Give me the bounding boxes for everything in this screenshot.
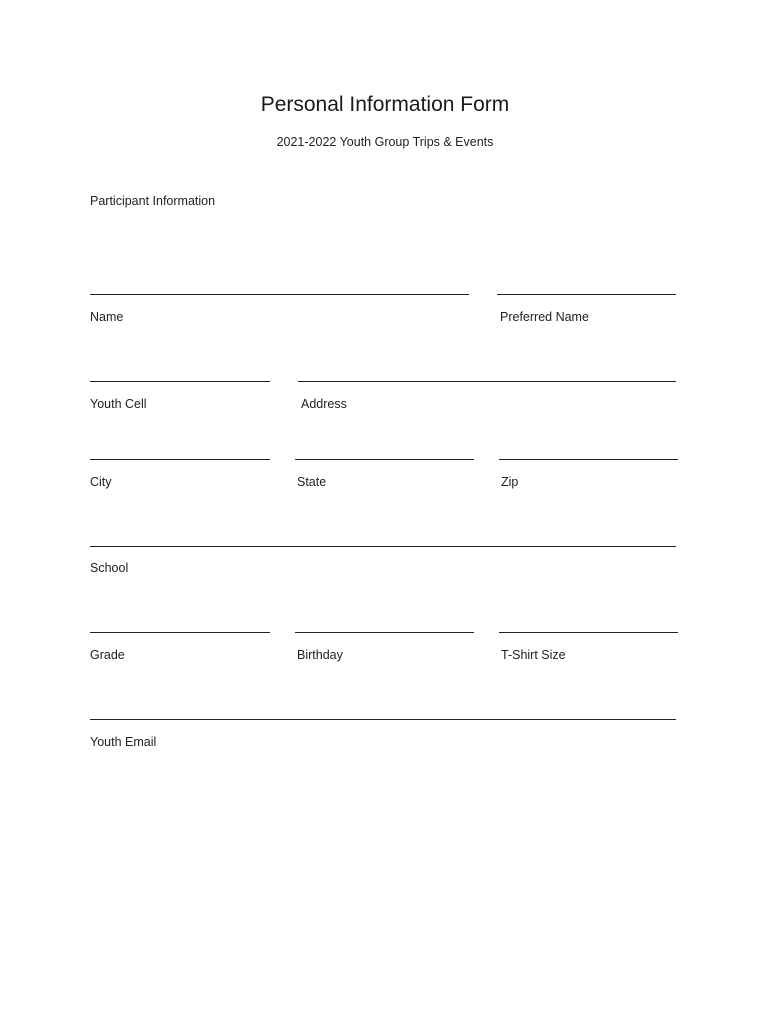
form-subtitle: 2021-2022 Youth Group Trips & Events — [276, 135, 494, 149]
form-title: Personal Information Form — [260, 93, 510, 116]
grade-label: Grade — [90, 648, 125, 662]
zip-line[interactable] — [499, 459, 678, 460]
youth-cell-label: Youth Cell — [90, 397, 147, 411]
school-line[interactable] — [90, 546, 676, 547]
youth-cell-line[interactable] — [90, 381, 270, 382]
city-line[interactable] — [90, 459, 270, 460]
youth-email-line[interactable] — [90, 719, 676, 720]
birthday-line[interactable] — [295, 632, 474, 633]
state-label: State — [297, 475, 327, 489]
birthday-label: Birthday — [297, 648, 343, 662]
zip-label: Zip — [501, 475, 519, 489]
name-line[interactable] — [90, 294, 469, 295]
youth-email-label: Youth Email — [90, 735, 157, 749]
section-heading: Participant Information — [90, 194, 216, 208]
address-label: Address — [301, 397, 347, 411]
grade-line[interactable] — [90, 632, 270, 633]
name-label: Name — [90, 310, 124, 324]
address-line[interactable] — [298, 381, 676, 382]
city-label: City — [90, 475, 112, 489]
school-label: School — [90, 561, 129, 575]
preferred-name-line[interactable] — [497, 294, 676, 295]
state-line[interactable] — [295, 459, 474, 460]
tshirt-size-line[interactable] — [499, 632, 678, 633]
tshirt-size-label: T-Shirt Size — [501, 648, 566, 662]
preferred-name-label: Preferred Name — [500, 310, 589, 324]
